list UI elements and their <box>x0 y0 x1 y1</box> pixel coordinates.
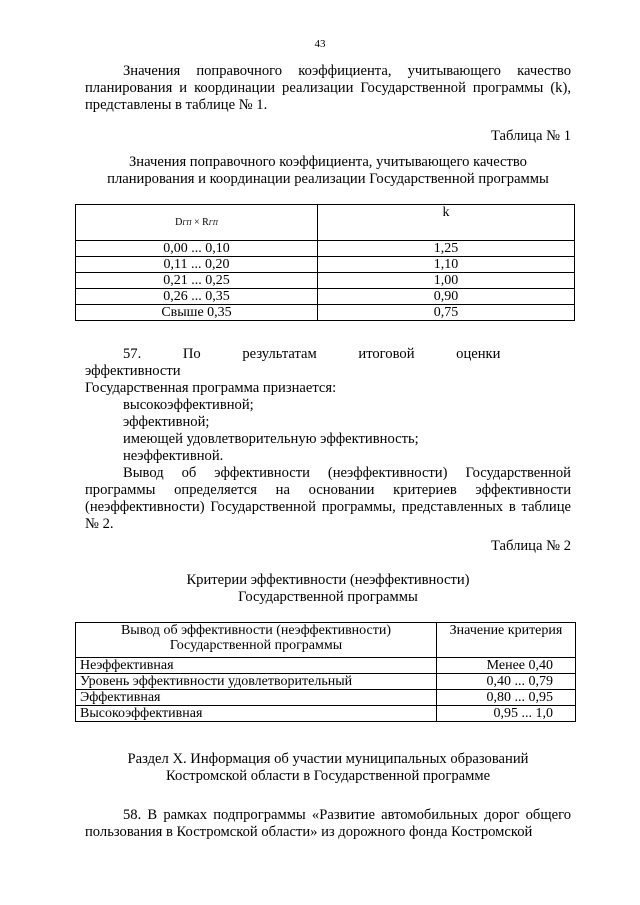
table-row <box>76 706 576 722</box>
list-item: имеющей удовлетворительную эффективность; <box>123 431 419 447</box>
k-cell: 1,00 <box>318 273 575 289</box>
efficiency-criteria-table <box>75 622 576 722</box>
paragraph-58: 58. В рамках подпрограммы «Развитие автомобильных дорог общего пользования в Костромской области» из дорожного фонда Костромской <box>85 807 571 840</box>
k-cell: 1,25 <box>318 241 575 257</box>
value-cell: 0,95 ... 1,0 <box>437 706 576 722</box>
range-cell: Свыше 0,35 <box>76 305 318 321</box>
range-cell: 0,21 ... 0,25 <box>76 273 318 289</box>
table1-caption-line2: планирования и координации реализации Государственной программы <box>107 171 549 187</box>
paragraph-57-conclusion: Вывод об эффективности (неэффективности) Государственной программы определяется на основании критериев эффективности (неэффективности) Государственной программы, представленных в таблице № 2. <box>85 465 571 532</box>
page-number: 43 <box>314 38 326 50</box>
formula-d: D <box>175 216 183 228</box>
section-heading-line2: Костромской области в Государственной программе <box>165 768 491 784</box>
formula-d-subscript: ГП <box>182 218 192 227</box>
k-cell: 0,75 <box>318 305 575 321</box>
intro-paragraph: Значения поправочного коэффициента, учитывающего качество планирования и координации реализации Государственной программы (k), представлены в таблице № 1. <box>85 63 571 113</box>
k-cell: 1,10 <box>318 257 575 273</box>
formula-times: × <box>191 216 203 228</box>
table-header-row <box>76 205 575 241</box>
value-cell: 0,40 ... 0,79 <box>437 674 576 690</box>
list-item: неэффективной. <box>123 448 224 464</box>
range-cell: 0,11 ... 0,20 <box>76 257 318 273</box>
formula-r: R <box>202 216 209 228</box>
table-row <box>76 289 575 305</box>
k-cell: 0,90 <box>318 289 575 305</box>
conclusion-cell: Эффективная <box>76 690 437 706</box>
value-cell: Менее 0,40 <box>437 658 576 674</box>
conclusion-cell: Уровень эффективности удовлетворительный <box>76 674 437 690</box>
paragraph-57-line1: 57. По результатам итоговой оценки эффективности <box>85 346 501 379</box>
correction-coefficient-table <box>75 204 575 321</box>
table-row <box>76 658 576 674</box>
section-heading <box>85 751 571 785</box>
header-formula <box>76 205 318 241</box>
value-cell: 0,80 ... 0,95 <box>437 690 576 706</box>
table-row <box>76 690 576 706</box>
table-row <box>76 241 575 257</box>
list-item: эффективной; <box>123 414 210 430</box>
range-cell: 0,00 ... 0,10 <box>76 241 318 257</box>
table1-label: Таблица № 1 <box>491 128 571 144</box>
list-item: высокоэффективной; <box>123 397 254 413</box>
table2-caption-line2: Государственной программы <box>238 589 418 605</box>
header-k: k <box>318 205 575 241</box>
formula-r-subscript: ГП <box>208 218 218 227</box>
table-header-row <box>76 623 576 658</box>
conclusion-cell: Неэффективная <box>76 658 437 674</box>
paragraph-57-line2: Государственная программа признается: <box>85 380 337 396</box>
table-row <box>76 273 575 289</box>
table2-label: Таблица № 2 <box>491 538 571 554</box>
table1-caption <box>85 154 571 188</box>
table-row <box>76 674 576 690</box>
range-cell: 0,26 ... 0,35 <box>76 289 318 305</box>
conclusion-cell: Высокоэффективная <box>76 706 437 722</box>
table1-caption-line1: Значения поправочного коэффициента, учитывающего качество <box>129 154 527 170</box>
section-heading-line1: Раздел X. Информация об участии муниципальных образований <box>127 751 529 767</box>
table-row <box>76 257 575 273</box>
table2-caption-line1: Критерии эффективности (неэффективности) <box>186 572 470 588</box>
paragraph-57 <box>85 346 571 533</box>
header-conclusion: Вывод об эффективности (неэффективности) Государственной программы <box>76 623 437 658</box>
table-row <box>76 305 575 321</box>
header-criterion-value: Значение критерия <box>437 623 576 658</box>
table2-caption <box>85 572 571 606</box>
